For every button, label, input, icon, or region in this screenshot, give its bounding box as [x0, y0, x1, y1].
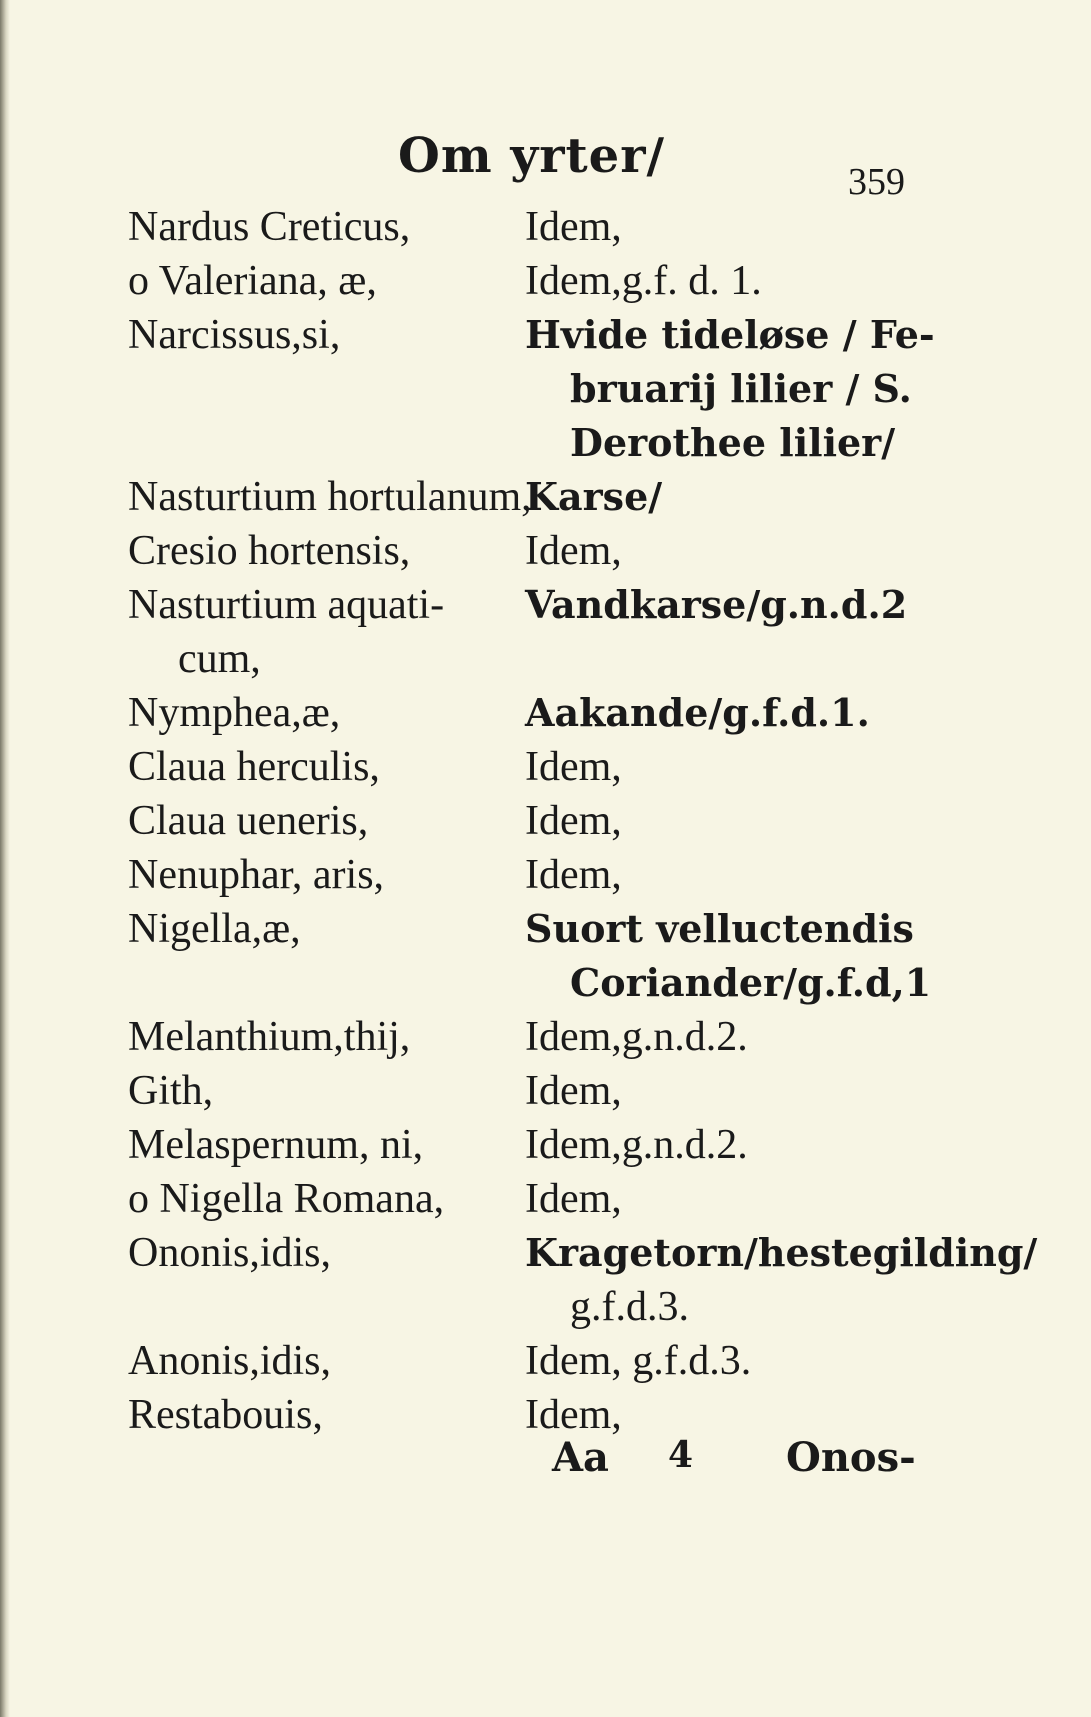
- latin-entry: Nasturtium aquati-: [128, 582, 445, 628]
- latin-entry: Ononis,idis,: [128, 1230, 332, 1276]
- vernacular-entry: Idem,g.f. d. 1.: [525, 258, 762, 304]
- vernacular-entry: Hvide tideløse / Fe-: [525, 312, 935, 357]
- latin-entry: Nenuphar, aris,: [128, 852, 385, 898]
- vernacular-entry: Idem,: [525, 204, 622, 250]
- latin-entry: Anonis,idis,: [128, 1338, 332, 1384]
- vernacular-entry: Suort velluctendis: [525, 906, 914, 951]
- latin-entry: Claua ueneris,: [128, 798, 369, 844]
- vernacular-entry: Idem,: [525, 744, 622, 790]
- vernacular-entry: Idem,: [525, 852, 622, 898]
- page-edge-shadow: [0, 0, 10, 1717]
- vernacular-entry: [525, 632, 1037, 686]
- running-title: Om yrter/: [398, 128, 666, 184]
- signature-mark: Aa: [552, 1434, 609, 1481]
- vernacular-entry: Idem, g.f.d.3.: [525, 1338, 752, 1384]
- latin-entry: o Valeriana, æ,: [128, 258, 377, 304]
- vernacular-entry: Coriander/g.f.d,1: [570, 960, 932, 1005]
- latin-entry: Cresio hortensis,: [128, 528, 411, 574]
- vernacular-entry: Idem,: [525, 1392, 622, 1438]
- latin-entry: Nardus Creticus,: [128, 204, 411, 250]
- latin-entry: Nasturtium hortulanum,: [128, 474, 532, 520]
- latin-entry: [128, 1280, 532, 1334]
- latin-entry: Restabouis,: [128, 1392, 323, 1438]
- latin-entry: Narcissus,si,: [128, 312, 341, 358]
- latin-entry: Melanthium,thij,: [128, 1014, 411, 1060]
- latin-entry: [128, 416, 532, 470]
- latin-entry: Melaspernum, ni,: [128, 1122, 424, 1168]
- latin-entry: Nigella,æ,: [128, 906, 301, 952]
- vernacular-entry: Idem,g.n.d.2.: [525, 1122, 748, 1168]
- vernacular-entry: Derothee lilier/: [570, 420, 896, 465]
- vernacular-entry: Vandkarse/g.n.d.2: [525, 582, 908, 627]
- vernacular-entry: Idem,: [525, 798, 622, 844]
- vernacular-names-column: [525, 200, 1037, 1442]
- latin-entry: [128, 362, 532, 416]
- latin-entry: Nymphea,æ,: [128, 690, 341, 736]
- latin-entry: o Nigella Romana,: [128, 1176, 445, 1222]
- latin-entry: Claua herculis,: [128, 744, 380, 790]
- vernacular-entry: Idem,: [525, 528, 622, 574]
- vernacular-entry: Aakande/g.f.d.1.: [525, 690, 870, 735]
- page-number: 359: [848, 161, 905, 203]
- latin-names-column: [128, 200, 532, 1442]
- vernacular-entry: bruarij lilier / S.: [570, 366, 912, 411]
- vernacular-entry: Idem,g.n.d.2.: [525, 1014, 748, 1060]
- catchword: Onos-: [786, 1434, 916, 1481]
- latin-entry: cum,: [178, 636, 261, 682]
- vernacular-entry: g.f.d.3.: [570, 1284, 689, 1330]
- vernacular-entry: Idem,: [525, 1068, 622, 1114]
- vernacular-entry: Idem,: [525, 1176, 622, 1222]
- latin-entry: Gith,: [128, 1068, 214, 1114]
- vernacular-entry: Karse/: [525, 474, 663, 519]
- latin-entry: [128, 956, 532, 1010]
- signature-number: 4: [668, 1434, 694, 1476]
- vernacular-entry: Kragetorn/hestegilding/: [525, 1230, 1038, 1275]
